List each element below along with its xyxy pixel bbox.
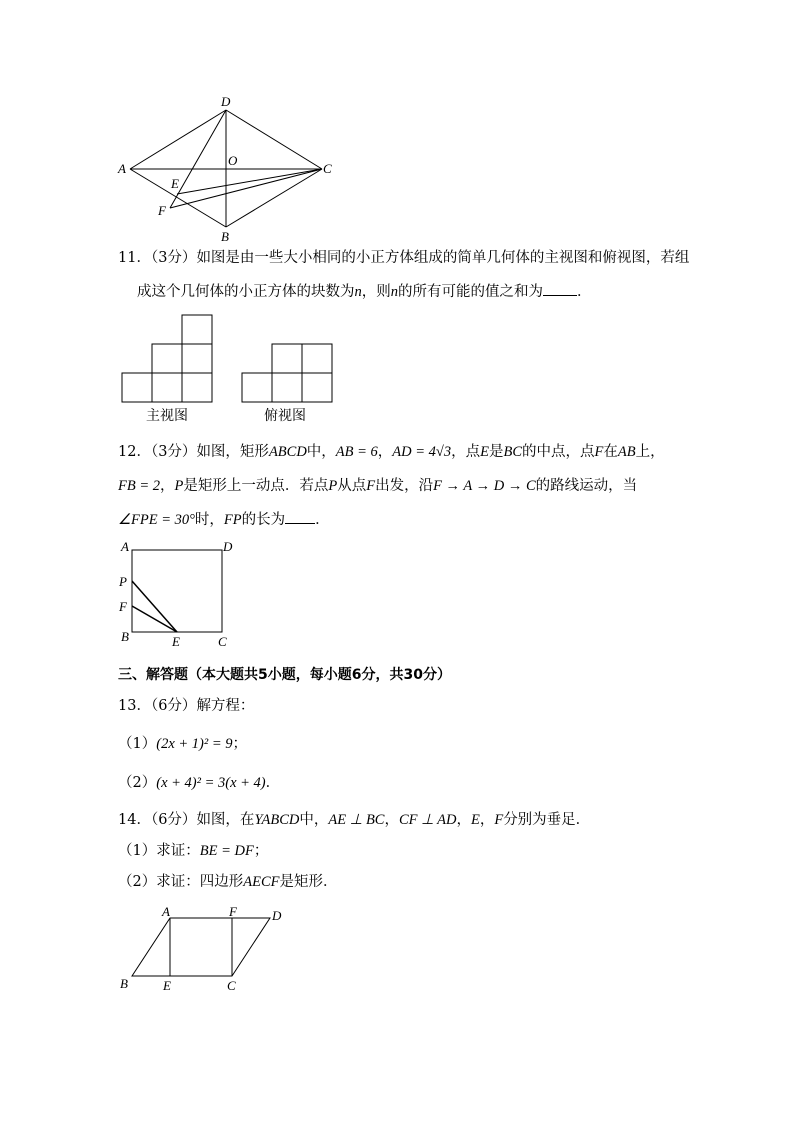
q14-text: 如图，在 xyxy=(196,812,255,828)
q12-text: 的中点，点 xyxy=(522,444,595,460)
q13-part1 xyxy=(118,734,247,754)
q13-score: （6分） xyxy=(150,698,197,714)
q13-text: ； xyxy=(232,736,247,752)
q12-var: AB xyxy=(617,444,636,460)
label-B: B xyxy=(121,629,129,644)
q14-number: 14． xyxy=(118,812,151,828)
q12-var: P xyxy=(174,478,184,494)
label-P: P xyxy=(119,574,127,589)
q12-eq-ab: AB = 6 xyxy=(335,444,378,460)
q14-text: 分别为垂足． xyxy=(503,812,591,828)
q14-var: E xyxy=(470,812,480,828)
q11-text2end: ． xyxy=(577,284,592,300)
q14-text: 中， xyxy=(299,812,329,828)
q11-var-n2: n xyxy=(390,284,398,300)
q14-part1 xyxy=(118,841,268,861)
q11-caption-front: 主视图 xyxy=(146,408,188,424)
label-O: O xyxy=(228,153,238,168)
q14-text: ， xyxy=(384,812,399,828)
q12-text: 的路线运动，当 xyxy=(535,478,638,494)
q11-number: 11． xyxy=(118,250,151,266)
q12-text: 是 xyxy=(488,444,504,460)
q13-part2-number: （2） xyxy=(118,775,157,791)
q12-text: 上， xyxy=(635,444,665,460)
q14-part2 xyxy=(118,872,337,892)
q12-path: F → A → D → C xyxy=(433,478,536,494)
q12-score: （3分） xyxy=(150,444,197,460)
q14-text: ， xyxy=(456,812,471,828)
q14-text: 求证： xyxy=(156,843,200,859)
label-C: C xyxy=(227,978,236,993)
q14-text: 求证：四边形 xyxy=(156,874,244,890)
q14-part1-number: （1） xyxy=(118,843,157,859)
q11-score: （3分） xyxy=(150,250,197,266)
q14-var: YABCD xyxy=(254,812,300,828)
label-D: D xyxy=(272,908,282,923)
figure-q11-top-view xyxy=(240,341,336,404)
q12-eq-ad: AD = 4√3 xyxy=(392,444,452,460)
label-C: C xyxy=(323,161,332,176)
label-A: A xyxy=(162,904,170,919)
q12-eq-fb: FB = 2 xyxy=(118,478,160,494)
label-A: A xyxy=(118,161,126,176)
q12-text: 是矩形上一动点．若点 xyxy=(183,478,329,494)
q13-part1-number: （1） xyxy=(118,736,157,752)
q12-var: F xyxy=(366,478,376,494)
q12-line3 xyxy=(118,509,330,530)
label-A: A xyxy=(121,539,129,554)
section3-title: 三、解答题（本大题共5小题，每小题6分，共30分） xyxy=(118,667,451,683)
label-D: D xyxy=(223,539,233,554)
label-B: B xyxy=(120,976,128,991)
q11-answer-blank[interactable] xyxy=(543,281,577,296)
q13-part2-equation: (x + 4)² = 3(x + 4) xyxy=(156,775,266,791)
q12-text: 如图，矩形 xyxy=(196,444,269,460)
q11-line1 xyxy=(118,248,689,268)
figure-q12-rectangle xyxy=(112,536,242,652)
q11-text2c: 的所有可能的值之和为 xyxy=(398,284,543,300)
q14-part2-number: （2） xyxy=(118,874,157,890)
q13-text: ． xyxy=(265,775,281,791)
q13-line1 xyxy=(118,696,254,716)
q11-text2b: ，则 xyxy=(361,284,391,300)
q12-text: 的长为 xyxy=(241,512,286,528)
q12-number: 12． xyxy=(118,444,151,460)
q13-text: 解方程： xyxy=(196,698,255,714)
q12-line1 xyxy=(118,442,665,462)
q12-var: E xyxy=(480,444,489,460)
q14-perp-cf: CF ⊥ AD xyxy=(398,812,457,828)
label-F: F xyxy=(229,904,237,919)
q12-text: ， xyxy=(377,444,393,460)
q12-text: 从点 xyxy=(337,478,367,494)
q12-var: P xyxy=(328,478,338,494)
q11-text1: 如图是由一些大小相同的小正方体组成的简单几何体的主视图和俯视图，若组 xyxy=(196,250,690,266)
q11-var-n1: n xyxy=(354,284,362,300)
q11-text2a: 成这个几何体的小正方体的块数为 xyxy=(137,284,355,300)
label-E: E xyxy=(163,978,171,993)
label-C: C xyxy=(218,634,227,649)
q13-part1-equation: (2x + 1)² = 9 xyxy=(156,736,233,752)
q14-text: ； xyxy=(253,843,269,859)
q12-var: F xyxy=(594,444,604,460)
label-D: D xyxy=(221,94,231,109)
figure-q11-front-view xyxy=(120,312,216,404)
q12-var: ABCD xyxy=(268,444,307,460)
q12-text: 在 xyxy=(603,444,618,460)
q12-text: 中， xyxy=(306,444,336,460)
q14-perp-ae: AE ⊥ BC xyxy=(328,812,385,828)
q12-var: BC xyxy=(503,444,523,460)
q11-line2 xyxy=(137,281,592,302)
q12-answer-blank[interactable] xyxy=(285,509,315,524)
label-E: E xyxy=(172,634,180,649)
q12-text: 时， xyxy=(194,512,224,528)
q14-score: （6分） xyxy=(150,812,197,828)
q11-caption-top: 俯视图 xyxy=(264,408,306,424)
q13-number: 13． xyxy=(118,698,151,714)
q12-angle: ∠FPE = 30° xyxy=(118,512,195,528)
q14-var: AECF xyxy=(243,874,280,890)
q12-line2 xyxy=(118,476,637,496)
figure-q10-rhombus xyxy=(110,90,350,250)
label-B: B xyxy=(221,229,229,244)
q12-text: ， xyxy=(160,478,175,494)
q14-part1-equation: BE = DF xyxy=(199,843,254,859)
figure-q14-parallelogram xyxy=(112,902,292,997)
q13-part2 xyxy=(118,773,280,793)
q12-text: 出发，沿 xyxy=(375,478,434,494)
q12-var: FP xyxy=(223,512,242,528)
q14-text: 是矩形． xyxy=(279,874,338,890)
q14-line1 xyxy=(118,810,590,830)
q14-text: ， xyxy=(479,812,495,828)
q14-var: F xyxy=(494,812,504,828)
label-F: F xyxy=(119,599,127,614)
label-F: F xyxy=(158,203,166,218)
label-E: E xyxy=(171,176,179,191)
q12-text: ． xyxy=(315,512,330,528)
q12-text: ，点 xyxy=(451,444,481,460)
